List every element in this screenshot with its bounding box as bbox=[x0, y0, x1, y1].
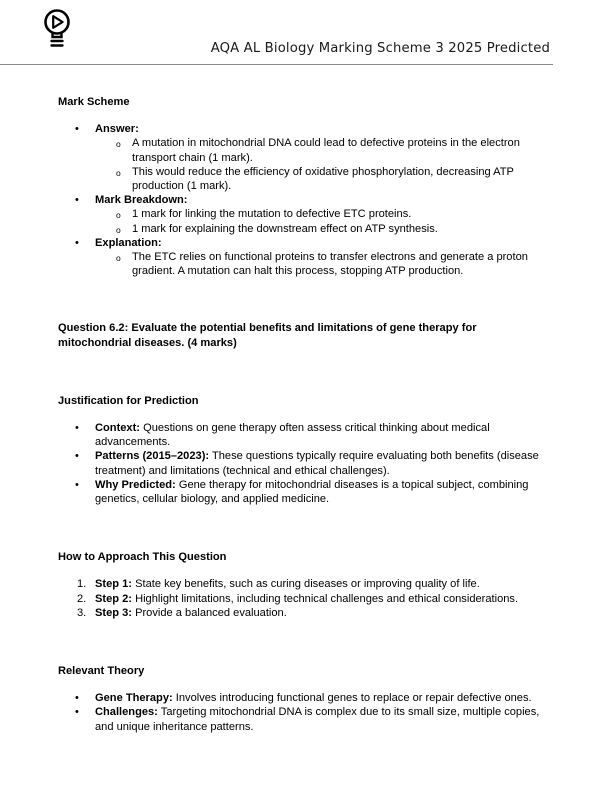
page-header bbox=[0, 0, 600, 66]
approach-heading: How to Approach This Question bbox=[58, 551, 227, 564]
answer-item bbox=[58, 122, 548, 136]
lightbulb-play-icon bbox=[42, 8, 72, 52]
sub-bullet-icon: o bbox=[116, 224, 121, 235]
answer-point bbox=[58, 165, 548, 193]
step-number: 3. bbox=[77, 606, 87, 619]
bullet-icon: • bbox=[75, 692, 79, 705]
step-text: State key benefits, such as curing diseases or improving quality of life. bbox=[132, 578, 480, 591]
answer-point-text: This would reduce the efficiency of oxidative phosphorylation, decreasing ATP production (1 mark). bbox=[132, 165, 514, 193]
bullet-icon: • bbox=[75, 422, 79, 435]
step-label: Step 2: bbox=[95, 592, 132, 605]
theory-heading: Relevant Theory bbox=[58, 665, 145, 678]
bullet-icon: • bbox=[75, 478, 79, 491]
breakdown-point-text: 1 mark for linking the mutation to defective ETC proteins. bbox=[132, 208, 412, 221]
step-text: Highlight limitations, including technical challenges and ethical considerations. bbox=[132, 592, 519, 605]
justification-item bbox=[58, 449, 548, 477]
breakdown-point bbox=[58, 207, 548, 221]
justification-item bbox=[58, 421, 548, 449]
step-label: Step 1: bbox=[95, 578, 132, 591]
mark-scheme-heading: Mark Scheme bbox=[58, 96, 130, 108]
step-label: Step 3: bbox=[95, 606, 132, 619]
explanation-label: Explanation: bbox=[95, 236, 162, 249]
approach-step bbox=[58, 577, 548, 591]
bullet-icon: • bbox=[75, 123, 79, 136]
step-number: 2. bbox=[77, 592, 87, 605]
step-number: 1. bbox=[77, 578, 87, 591]
breakdown-point-text: 1 mark for explaining the downstream effect on ATP synthesis. bbox=[132, 222, 438, 235]
answer-point-text: A mutation in mitochondrial DNA could lead to defective proteins in the electron transport chain (1 mark). bbox=[132, 137, 520, 164]
bullet-icon: • bbox=[75, 194, 79, 207]
justification-item bbox=[58, 478, 548, 506]
explanation-point-text: The ETC relies on functional proteins to transfer electrons and generate a proton gradient. A mutation can halt this process, stopping ATP production. bbox=[132, 251, 528, 278]
approach-step bbox=[58, 606, 548, 620]
sub-bullet-icon: o bbox=[116, 139, 121, 150]
justification-label: Patterns (2015–2023): bbox=[95, 450, 210, 463]
theory-list bbox=[58, 691, 548, 734]
theory-item bbox=[58, 705, 548, 733]
theory-text: Involves introducing functional genes to replace or repair defective ones. bbox=[172, 692, 532, 705]
sub-bullet-icon: o bbox=[116, 167, 121, 178]
approach-steps bbox=[58, 577, 548, 620]
mark-scheme-list bbox=[58, 122, 548, 278]
theory-item bbox=[58, 691, 548, 705]
answer-point bbox=[58, 136, 548, 164]
theory-label: Challenges: bbox=[95, 706, 158, 719]
sub-bullet-icon: o bbox=[116, 210, 121, 221]
document-title: AQA AL Biology Marking Scheme 3 2025 Predicted bbox=[210, 41, 550, 56]
justification-text: These questions typically require evaluating both benefits (disease treatment) and limitations (technical and ethical challenges). bbox=[95, 450, 539, 477]
justification-label: Why Predicted: bbox=[95, 478, 176, 491]
header-divider bbox=[0, 64, 553, 65]
breakdown-item bbox=[58, 193, 548, 207]
theory-text: Targeting mitochondrial DNA is complex due to its small size, multiple copies, and unique inheritance patterns. bbox=[95, 706, 540, 733]
breakdown-label: Mark Breakdown: bbox=[95, 194, 188, 207]
justification-list bbox=[58, 421, 548, 506]
sub-bullet-icon: o bbox=[116, 253, 121, 264]
justification-heading: Justification for Prediction bbox=[58, 394, 199, 407]
bullet-icon: • bbox=[75, 450, 79, 463]
answer-label: Answer: bbox=[95, 123, 139, 136]
explanation-item bbox=[58, 236, 548, 250]
bullet-icon: • bbox=[75, 706, 79, 719]
justification-text: Questions on gene therapy often assess critical thinking about medical advancements. bbox=[95, 422, 490, 449]
question-heading: Question 6.2: Evaluate the potential benefits and limitations of gene therapy for mitochondrial diseases. (4 marks) bbox=[58, 322, 477, 349]
justification-label: Context: bbox=[95, 422, 140, 435]
step-text: Provide a balanced evaluation. bbox=[132, 606, 287, 619]
justification-text: Gene therapy for mitochondrial diseases is a topical subject, combining genetics, cellular biology, and applied medicine. bbox=[95, 478, 529, 506]
bullet-icon: • bbox=[75, 236, 79, 249]
approach-step bbox=[58, 592, 548, 606]
theory-label: Gene Therapy: bbox=[95, 692, 173, 705]
breakdown-point bbox=[58, 222, 548, 236]
explanation-point bbox=[58, 250, 548, 278]
page-content bbox=[58, 95, 548, 734]
